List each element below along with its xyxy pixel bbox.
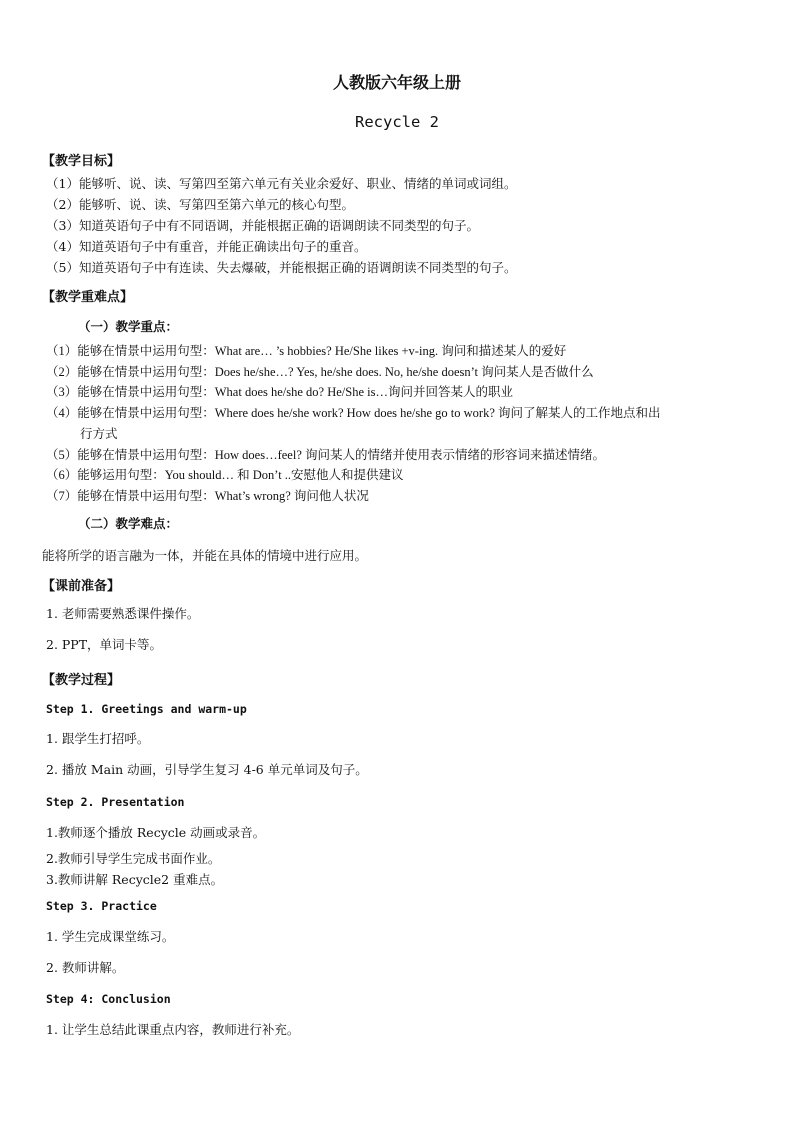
preparation-heading: 【课前准备】 (42, 579, 121, 594)
difficulty-heading: （二）教学难点： (78, 516, 179, 531)
step-item: 1. 让学生总结此课重点内容，教师进行补充。 (46, 1022, 300, 1037)
key-points-heading: 【教学重难点】 (42, 290, 134, 305)
step-item: 2. 教师讲解。 (46, 960, 125, 975)
step-item: 1.教师逐个播放 Recycle 动画或录音。 (46, 825, 266, 840)
objective-item: （3）知道英语句子中有不同语调，并能根据正确的语调朗读不同类型的句子。 (46, 218, 479, 233)
focus-item: （6）能够运用句型：You should… 和 Don’t ..安慰他人和提供建议 (46, 468, 404, 482)
objective-item: （1）能够听、说、读、写第四至第六单元有关业余爱好、职业、情绪的单词或词组。 (46, 176, 517, 191)
step-item: 2.教师引导学生完成书面作业。 (46, 851, 221, 866)
focus-item: （1）能够在情景中运用句型：What are… ’s hobbies? He/She likes +v-ing. 询问和描述某人的爱好 (46, 344, 567, 358)
objectives-heading: 【教学目标】 (42, 154, 121, 169)
step-title: Step 1. Greetings and warm-up (46, 702, 247, 716)
document-subtitle: Recycle 2 (355, 113, 439, 131)
step-item: 2. 播放 Main 动画，引导学生复习 4-6 单元单词及句子。 (46, 762, 368, 777)
focus-item: （3）能够在情景中运用句型：What does he/she do? He/She is…询问并回答某人的职业 (46, 385, 513, 399)
step-title: Step 4: Conclusion (46, 992, 171, 1006)
focus-item: （7）能够在情景中运用句型：What’s wrong? 询问他人状况 (46, 489, 369, 503)
step-item: 1. 跟学生打招呼。 (46, 731, 150, 746)
process-heading: 【教学过程】 (42, 673, 121, 688)
step-title: Step 2. Presentation (46, 795, 185, 809)
focus-item: （4）能够在情景中运用句型：Where does he/she work? How does he/she go to work? 询问了解某人的工作地点和出 (46, 406, 661, 420)
step-item: 3.教师讲解 Recycle2 重难点。 (46, 872, 224, 887)
objective-item: （5）知道英语句子中有连读、失去爆破，并能根据正确的语调朗读不同类型的句子。 (46, 260, 517, 275)
step-item: 1. 学生完成课堂练习。 (46, 929, 175, 944)
objective-item: （2）能够听、说、读、写第四至第六单元的核心句型。 (46, 197, 354, 212)
focus-heading: （一）教学重点： (78, 319, 179, 334)
focus-item: （2）能够在情景中运用句型：Does he/she…? Yes, he/she does. No, he/she doesn’t 询问某人是否做什么 (46, 365, 594, 379)
difficulty-text: 能将所学的语言融为一体，并能在具体的情境中进行应用。 (42, 548, 368, 563)
focus-item-continuation: 行方式 (80, 427, 118, 441)
focus-item: （5）能够在情景中运用句型：How does…feel? 询问某人的情绪并使用表示情绪的形容词来描述情绪。 (46, 448, 605, 462)
document-title: 人教版六年级上册 (332, 73, 461, 92)
preparation-item: 1. 老师需要熟悉课件操作。 (46, 606, 200, 621)
step-title: Step 3. Practice (46, 899, 157, 913)
objective-item: （4）知道英语句子中有重音，并能正确读出句子的重音。 (46, 239, 367, 254)
preparation-item: 2. PPT，单词卡等。 (46, 637, 163, 652)
